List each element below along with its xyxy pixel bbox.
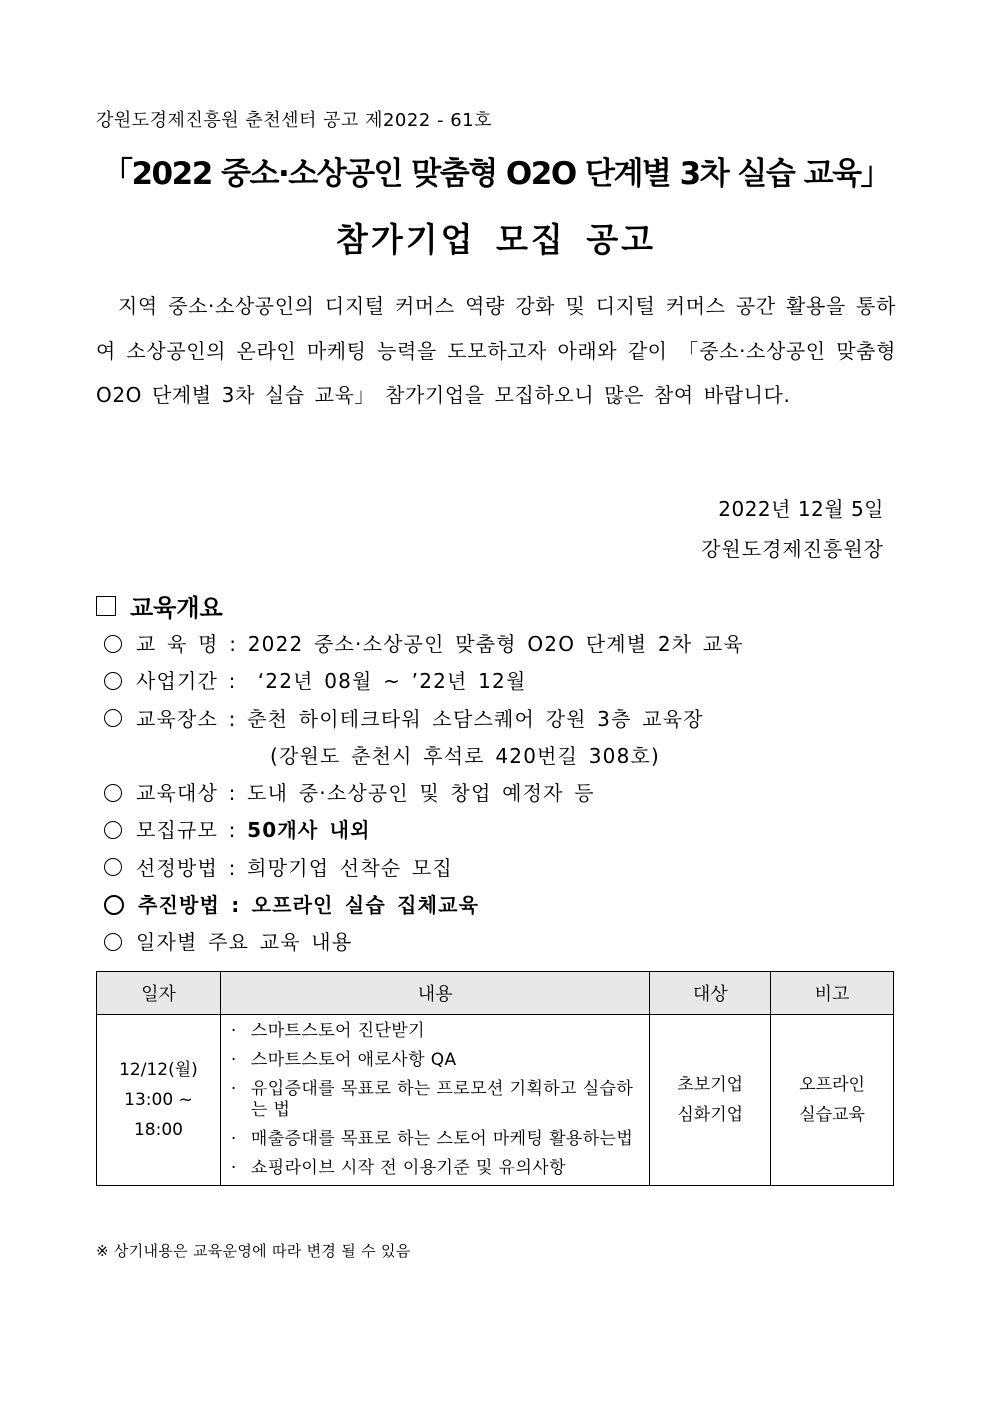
issue-date: 2022년 12월 5일	[718, 497, 884, 521]
overview-row-period: 사업기간 : ‘22년 08월 ~ ’22년 12월	[104, 663, 904, 700]
overview-value: 도내 중·소상공인 및 창업 예정자 등	[247, 781, 595, 806]
section-heading-label: 교육개요	[130, 594, 223, 622]
overview-row-daily-content	[104, 924, 904, 961]
overview-row-venue: 교육장소 : 춘천 하이테크타워 소담스퀘어 강원 3층 교육장	[104, 701, 904, 738]
target-beginner: 초보기업	[677, 1075, 744, 1095]
overview-label: 교 육 명	[136, 632, 219, 656]
overview-row-course-name: 교 육 명 : 2022 중소·소상공인 맞춤형 O2O 단계별 2차 교육	[104, 626, 904, 663]
page-subtitle: 참가기업 모집 공고	[335, 220, 656, 259]
overview-value: 일자별 주요 교육 내용	[136, 930, 353, 955]
column-header-date: 일자	[97, 972, 221, 1015]
item-text: 스마트스토어 애로사항 QA	[250, 1050, 457, 1070]
intro-paragraph	[96, 284, 896, 418]
overview-row-capacity: 모집규모 : 50개사 내외	[104, 812, 904, 849]
item-text: 매출증대를 목표로 하는 스토어 마케팅 활용하는법	[250, 1129, 634, 1149]
notice-number: 강원도경제진흥원 춘천센터 공고 제2022 - 61호	[96, 110, 493, 131]
circle-bullet-icon	[104, 933, 122, 951]
bullet-dot-icon: ·	[230, 1021, 237, 1041]
overview-row-selection: 선정방법 : 희망기업 선착순 모집	[104, 850, 904, 887]
bullet-dot-icon: ·	[230, 1079, 237, 1099]
table-header-row	[97, 972, 894, 1015]
table-row	[97, 1015, 894, 1186]
column-header-content: 내용	[220, 972, 649, 1015]
overview-label: 교육장소	[136, 706, 219, 731]
overview-label: 추진방법	[138, 893, 221, 918]
cell-note	[771, 1015, 894, 1186]
square-bullet-icon	[96, 596, 116, 616]
page-title: 「2022 중소·소상공인 맞춤형 O2O 단계별 3차 실습 교육」	[101, 156, 891, 192]
footnote: ※ 상기내용은 교육운영에 따라 변경 될 수 있음	[96, 1242, 411, 1260]
schedule-date: 12/12(월)	[119, 1060, 198, 1080]
cell-target	[650, 1015, 771, 1186]
overview-row-address	[104, 738, 904, 775]
note-line2: 실습교육	[799, 1105, 865, 1125]
overview-value: 춘천 하이테크타워 소담스퀘어 강원 3층 교육장	[247, 706, 704, 731]
circle-bullet-icon	[104, 635, 122, 653]
circle-bullet-icon	[104, 784, 122, 802]
list-item	[229, 1021, 639, 1042]
item-text: 스마트스토어 진단받기	[250, 1021, 425, 1041]
overview-value: 2022 중소·소상공인 맞춤형 O2O 단계별 2차 교육	[247, 632, 744, 656]
circle-bullet-icon	[104, 821, 122, 839]
list-item	[229, 1129, 639, 1150]
circle-bullet-icon	[104, 709, 122, 727]
target-advanced: 심화기업	[677, 1105, 744, 1125]
section-heading-overview	[96, 588, 223, 623]
cell-date	[97, 1015, 221, 1186]
overview-value: 희망기업 선착순 모집	[247, 855, 453, 880]
overview-row-target: 교육대상 : 도내 중·소상공인 및 창업 예정자 등	[104, 775, 904, 812]
item-text: 유입증대를 목표로 하는 프로모션 기획하고 실습하는 법	[250, 1079, 634, 1120]
schedule-time: 13:00 ~ 18:00	[124, 1090, 193, 1140]
bullet-dot-icon: ·	[230, 1050, 237, 1070]
cell-content	[220, 1015, 649, 1186]
intro-text: 지역 중소·소상공인의 디지털 커머스 역량 강화 및 디지털 커머스 공간 활용을 통하여 소상공인의 온라인 마케팅 능력을 도모하고자 아래와 같이 「중소·소상공인 맞춤형 O2O 단계별 3차 실습 교육」 참가기업을 모집하오니 많은 참여 바랍니다.	[96, 294, 896, 407]
circle-bullet-icon	[104, 895, 124, 915]
bullet-dot-icon: ·	[230, 1158, 237, 1178]
list-item	[229, 1079, 639, 1121]
overview-value: 오프라인 실습 집체교육	[251, 893, 480, 918]
circle-bullet-icon	[104, 858, 122, 876]
item-text: 쇼핑라이브 시작 전 이용기준 및 유의사항	[250, 1158, 566, 1178]
overview-value: (강원도 춘천시 후석로 420번길 308호)	[270, 743, 661, 768]
list-item	[229, 1158, 639, 1179]
circle-bullet-icon	[104, 672, 122, 690]
list-item	[229, 1050, 639, 1071]
issuer-name: 강원도경제진흥원장	[701, 537, 884, 561]
schedule-table	[96, 971, 894, 1186]
bullet-dot-icon: ·	[230, 1129, 237, 1149]
overview-row-method: 추진방법 : 오프라인 실습 집체교육	[104, 887, 904, 924]
column-header-target: 대상	[650, 972, 771, 1015]
column-header-note: 비고	[771, 972, 894, 1015]
overview-label: 사업기간	[136, 669, 219, 694]
overview-list	[104, 626, 904, 962]
overview-label: 모집규모	[136, 818, 219, 843]
overview-value: ‘22년 08월 ~ ’22년 12월	[257, 669, 527, 694]
overview-label: 선정방법	[136, 855, 219, 880]
overview-label: 교육대상	[136, 781, 219, 806]
overview-value: 50개사 내외	[247, 818, 371, 843]
note-line1: 오프라인	[799, 1075, 865, 1095]
